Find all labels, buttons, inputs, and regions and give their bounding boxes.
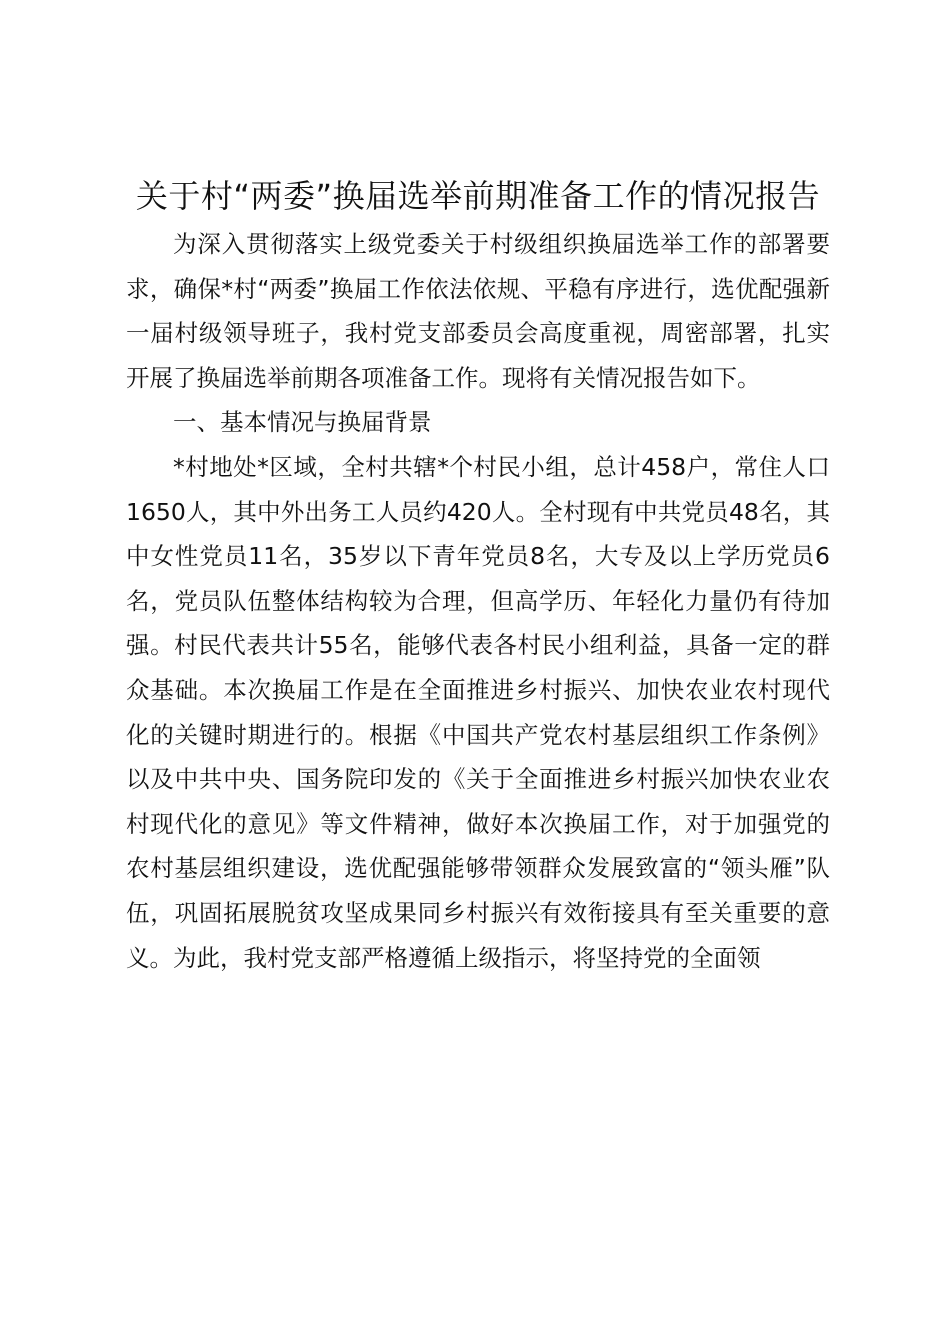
document-content (126, 170, 830, 980)
section-body-paragraph: *村地处*区域，全村共辖*个村民小组，总计458户，常住人口1650人，其中外出务工人员约420人。全村现有中共党员48名，其中女性党员11名，35岁以下青年党员8名，大专及以上学历党员6名，党员队伍整体结构较为合理，但高学历、年轻化力量仍有待加强。村民代表共计55名，能够代表各村民小组利益，具备一定的群众基础。本次换届工作是在全面推进乡村振兴、加快农业农村现代化的关键时期进行的。根据《中国共产党农村基层组织工作条例》以及中共中央、国务院印发的《关于全面推进乡村振兴加快农业农村现代化的意见》等文件精神，做好本次换届工作，对于加强党的农村基层组织建设，选优配强能够带领群众发展致富的“领头雁”队伍，巩固拓展脱贫攻坚成果同乡村振兴有效衔接具有至关重要的意义。为此，我村党支部严格遵循上级指示，将坚持党的全面领 (126, 452, 830, 972)
intro-paragraph: 为深入贯彻落实上级党委关于村级组织换届选举工作的部署要求，确保*村“两委”换届工作依法依规、平稳有序进行，选优配强新一届村级领导班子，我村党支部委员会高度重视，周密部署，扎实开展了换届选举前期各项准备工作。现将有关情况报告如下。 (126, 230, 830, 392)
section-heading: 一、基本情况与换届背景 (173, 408, 432, 437)
document-title: 关于村“两委”换届选举前期准备工作的情况报告 (135, 177, 821, 215)
